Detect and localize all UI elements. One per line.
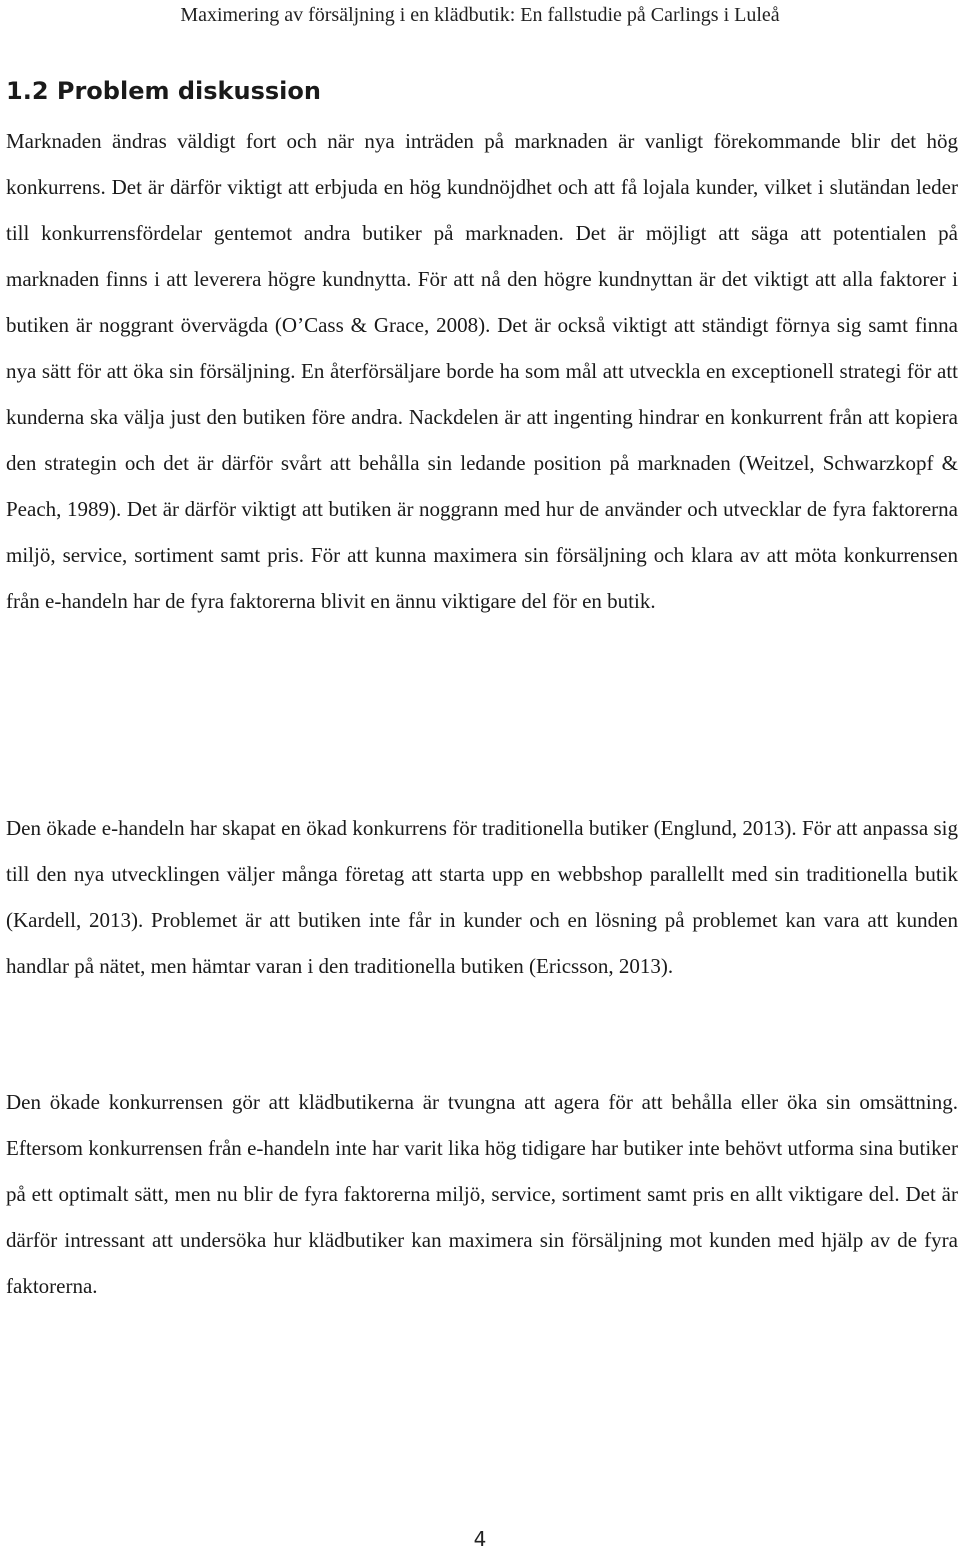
page-number: 4 [473, 1527, 487, 1551]
section-heading: 1.2 Problem diskussion [6, 77, 321, 105]
running-header: Maximering av försäljning i en klädbutik: En fallstudie på Carlings i Luleå [180, 4, 780, 26]
paragraph-2: Den ökade e-handeln har skapat en ökad konkurrens för traditionella butiker (Englund, 2013). För att anpassa sig till den nya utvecklingen väljer många företag att starta upp en webbshop parallellt med sin traditionella butik (Kardell, 2013). Problemet är att butiken inte får in kunder och en lösning på problemet kan vara att kunden handlar på nätet, men hämtar varan i den traditionella butiken (Ericsson, 2013). [6, 816, 958, 978]
paragraph-3: Den ökade konkurrensen gör att klädbutikerna är tvungna att agera för att behålla eller öka sin omsättning. Eftersom konkurrensen från e-handeln inte har varit lika hög tidigare har butiker inte behövt utforma sina butiker på ett optimalt sätt, men nu blir de fyra faktorerna miljö, service, sortiment samt pris en allt viktigare del. Det är därför intressant att undersöka hur klädbutiker kan maximera sin försäljning mot kunden med hjälp av de fyra faktorerna. [6, 1090, 958, 1298]
paragraph-1: Marknaden ändras väldigt fort och när nya inträden på marknaden är vanligt förekommande blir det hög konkurrens. Det är därför viktigt att erbjuda en hög kundnöjdhet och att få lojala kunder, vilket i slutändan leder till konkurrensfördelar gentemot andra butiker på marknaden. Det är möjligt att säga att potentialen på marknaden finns i att leverera högre kundnytta. För att nå den högre kundnyttan är det viktigt att alla faktorer i butiken är noggrant övervägda (O’Cass & Grace, 2008). Det är också viktigt att ständigt förnya sig samt finna nya sätt för att öka sin försäljning. En återförsäljare borde ha som mål att utveckla en exceptionell strategi för att kunderna ska välja just den butiken före andra. Nackdelen är att ingenting hindrar en konkurrent från att kopiera den strategin och det är därför svårt att behålla sin ledande position på marknaden (Weitzel, Schwarzkopf & Peach, 1989). Det är därför viktigt att butiken är noggrann med hur de använder och utvecklar de fyra faktorerna miljö, service, sortiment samt pris. För att kunna maximera sin försäljning och klara av att möta konkurrensen från e-handeln har de fyra faktorerna blivit en ännu viktigare del för en butik. [6, 129, 958, 613]
